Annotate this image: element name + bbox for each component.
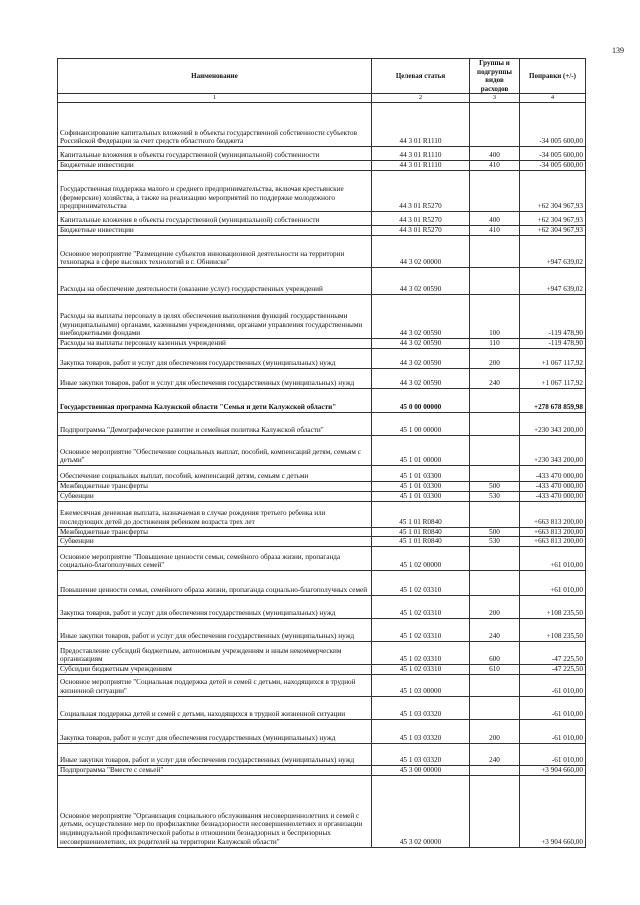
row-name: Государственная поддержка малого и среднего предпринимательства, включая крестьянские (фермерские) хозяйства, а также на реализацию мероприятий по поддержке молодежного предпринимательства — [58, 171, 372, 212]
table-row — [58, 161, 586, 171]
row-amount: +230 343 200,00 — [520, 413, 586, 436]
row-group: 500 — [470, 527, 520, 537]
row-name: Софинансирование капитальных вложений в объекты государственной собственности субъектов Российской Федерации за счет средств областного бюджета — [58, 103, 372, 147]
row-group: 200 — [470, 720, 520, 744]
row-group — [470, 236, 520, 268]
row-group: 240 — [470, 369, 520, 389]
row-group — [470, 766, 520, 776]
table-row — [58, 571, 586, 596]
row-code: 44 3 01 R5270 — [372, 171, 470, 212]
table-row — [58, 389, 586, 413]
row-code: 44 3 02 00590 — [372, 349, 470, 369]
row-code: 45 1 03 00000 — [372, 675, 470, 697]
row-code: 44 3 02 00590 — [372, 339, 470, 349]
row-code: 44 3 01 R1110 — [372, 161, 470, 171]
row-group: 530 — [470, 537, 520, 547]
table-row — [58, 675, 586, 697]
table-row — [58, 665, 586, 675]
row-name: Межбюджетные трансферты — [58, 482, 372, 492]
table-row — [58, 103, 586, 147]
row-group: 200 — [470, 596, 520, 619]
row-name: Обеспечение социальных выплат, пособий, компенсаций детям, семьям с детьми — [58, 466, 372, 482]
row-amount: +1 067 117,92 — [520, 369, 586, 389]
row-group — [470, 697, 520, 720]
table-row — [58, 547, 586, 571]
row-name: Основное мероприятие "Организация социального обслуживания несовершеннолетних и семей с детьми, осуществление мер по профилактике безнадзорности несовершеннолетних и организации индивидуальной профилактической работы в отношении безнадзорных и беспризорных несовершеннолетних, их родителей на территории Калужской области" — [58, 775, 372, 847]
row-group: 610 — [470, 665, 520, 675]
row-code: 45 3 02 00000 — [372, 775, 470, 847]
row-amount: +108 235,50 — [520, 619, 586, 642]
row-code: 44 3 02 00590 — [372, 268, 470, 295]
row-group: 240 — [470, 744, 520, 766]
row-group: 410 — [470, 161, 520, 171]
table-row — [58, 697, 586, 720]
row-code: 44 3 02 00000 — [372, 236, 470, 268]
row-name: Расходы на выплаты персоналу казенных учреждений — [58, 339, 372, 349]
row-code: 44 3 02 00590 — [372, 369, 470, 389]
row-name: Основное мероприятие "Обеспечение социальных выплат, пособий, компенсаций детям, семьям с детьми" — [58, 436, 372, 466]
table-row — [58, 436, 586, 466]
row-amount: -61 010,00 — [520, 697, 586, 720]
row-group: 410 — [470, 226, 520, 236]
row-amount: -34 005 600,00 — [520, 147, 586, 161]
table-row — [58, 537, 586, 547]
row-name: Иные закупки товаров, работ и услуг для обеспечения государственных (муниципальных) нужд — [58, 369, 372, 389]
row-code: 45 1 01 R0840 — [372, 527, 470, 537]
row-group — [470, 501, 520, 527]
row-group — [470, 389, 520, 413]
row-group — [470, 675, 520, 697]
row-amount: +61 010,00 — [520, 547, 586, 571]
row-amount: +663 813 200,00 — [520, 527, 586, 537]
row-name: Повышение ценности семьи, семейного образа жизни, пропаганда социально-благополучных семей — [58, 571, 372, 596]
row-code: 45 1 02 00000 — [372, 547, 470, 571]
row-code: 45 1 02 03310 — [372, 596, 470, 619]
row-name: Социальная поддержка детей и семей с детьми, находящихся в трудной жизненной ситуации — [58, 697, 372, 720]
row-group — [470, 571, 520, 596]
row-code: 45 1 03 03320 — [372, 720, 470, 744]
row-group: 200 — [470, 349, 520, 369]
table-row — [58, 369, 586, 389]
row-name: Закупка товаров, работ и услуг для обеспечения государственных (муниципальных) нужд — [58, 596, 372, 619]
row-amount: +108 235,50 — [520, 596, 586, 619]
row-name: Ежемесячная денежная выплата, назначаемая в случае рождения третьего ребенка или последующих детей до достижения ребенком возраста трех лет — [58, 501, 372, 527]
row-code: 44 3 01 R1110 — [372, 103, 470, 147]
row-group: 110 — [470, 339, 520, 349]
row-name: Иные закупки товаров, работ и услуг для обеспечения государственных (муниципальных) нужд — [58, 619, 372, 642]
row-name: Основное мероприятие "Социальная поддержка детей и семей с детьми, находящихся в трудной жизненной ситуации" — [58, 675, 372, 697]
row-amount: +278 678 859,98 — [520, 389, 586, 413]
row-group — [470, 268, 520, 295]
row-code: 45 1 01 R0840 — [372, 537, 470, 547]
table-row — [58, 413, 586, 436]
row-code: 44 3 02 00590 — [372, 295, 470, 339]
table-row — [58, 482, 586, 492]
table-row — [58, 775, 586, 847]
row-amount: -47 225,50 — [520, 665, 586, 675]
row-name: Субсидии бюджетным учреждениям — [58, 665, 372, 675]
row-amount: +62 304 967,93 — [520, 226, 586, 236]
row-amount: -47 225,50 — [520, 642, 586, 665]
column-number: 4 — [520, 94, 586, 103]
row-name: Закупка товаров, работ и услуг для обеспечения государственных (муниципальных) нужд — [58, 720, 372, 744]
row-name: Бюджетные инвестиции — [58, 226, 372, 236]
row-name: Основное мероприятие "Повышение ценности семьи, семейного образа жизни, пропаганда социально-благополучных семей" — [58, 547, 372, 571]
row-name: Подпрограмма "Вместе с семьей" — [58, 766, 372, 776]
row-group — [470, 775, 520, 847]
row-amount: +947 639,02 — [520, 268, 586, 295]
table-row — [58, 295, 586, 339]
row-name: Субвенции — [58, 491, 372, 501]
row-name: Подпрограмма "Демографическое развитие и семейная политика Калужской области" — [58, 413, 372, 436]
row-group — [470, 413, 520, 436]
row-name: Капитальные вложения в объекты государственной (муниципальной) собственности — [58, 212, 372, 226]
column-number: 3 — [470, 94, 520, 103]
row-amount: -34 005 600,00 — [520, 103, 586, 147]
row-code: 45 1 01 03300 — [372, 482, 470, 492]
row-amount: +62 304 967,93 — [520, 171, 586, 212]
row-code: 45 1 03 03320 — [372, 744, 470, 766]
row-group: 400 — [470, 212, 520, 226]
table-row — [58, 744, 586, 766]
row-group — [470, 103, 520, 147]
table-row — [58, 642, 586, 665]
row-amount: +61 010,00 — [520, 571, 586, 596]
row-group: 600 — [470, 642, 520, 665]
row-amount: +230 343 200,00 — [520, 436, 586, 466]
row-name: Бюджетные инвестиции — [58, 161, 372, 171]
row-name: Расходы на выплаты персоналу в целях обеспечения выполнения функций государственными (муниципальными) органами, казенными учреждениями, органами управления государственными внебюджетными фондами — [58, 295, 372, 339]
row-code: 45 1 02 03310 — [372, 571, 470, 596]
row-code: 45 3 00 00000 — [372, 766, 470, 776]
row-amount: -34 005 600,00 — [520, 161, 586, 171]
page-number: 139 — [612, 46, 624, 55]
row-code: 45 1 01 00000 — [372, 436, 470, 466]
row-name: Иные закупки товаров, работ и услуг для обеспечения государственных (муниципальных) нужд — [58, 744, 372, 766]
header-group: Группы и подгруппы видов расходов — [470, 59, 520, 94]
table-row — [58, 466, 586, 482]
row-name: Расходы на обеспечение деятельности (оказание услуг) государственных учреждений — [58, 268, 372, 295]
table-row — [58, 491, 586, 501]
row-amount: +3 904 660,00 — [520, 775, 586, 847]
row-code: 45 1 00 00000 — [372, 413, 470, 436]
row-group: 240 — [470, 619, 520, 642]
table-row — [58, 349, 586, 369]
row-group: 500 — [470, 482, 520, 492]
row-code: 45 0 00 00000 — [372, 389, 470, 413]
column-number-row — [58, 94, 586, 103]
column-number: 1 — [58, 94, 372, 103]
row-group — [470, 547, 520, 571]
row-group: 530 — [470, 491, 520, 501]
row-code: 45 1 02 03310 — [372, 642, 470, 665]
row-amount: -433 470 000,00 — [520, 491, 586, 501]
table-row — [58, 619, 586, 642]
row-group — [470, 436, 520, 466]
column-number: 2 — [372, 94, 470, 103]
row-name: Субвенции — [58, 537, 372, 547]
budget-table — [57, 58, 586, 848]
row-amount: +663 813 200,00 — [520, 537, 586, 547]
row-name: Государственная программа Калужской области "Семья и дети Калужской области" — [58, 389, 372, 413]
table-row — [58, 720, 586, 744]
row-name: Основное мероприятие "Размещение субъектов инновационной деятельности на территории технопарка в сфере высоких технологий в г. Обнинске" — [58, 236, 372, 268]
row-code: 45 1 02 03310 — [372, 665, 470, 675]
table-row — [58, 501, 586, 527]
row-code: 44 3 01 R5270 — [372, 226, 470, 236]
table-row — [58, 527, 586, 537]
row-amount: +663 813 200,00 — [520, 501, 586, 527]
row-amount: +62 304 967,93 — [520, 212, 586, 226]
table-body — [58, 103, 586, 848]
table-row — [58, 212, 586, 226]
row-code: 44 3 01 R5270 — [372, 212, 470, 226]
table-row — [58, 171, 586, 212]
table-row — [58, 236, 586, 268]
row-amount: -433 470 000,00 — [520, 466, 586, 482]
row-code: 45 1 03 03320 — [372, 697, 470, 720]
row-code: 45 1 01 03300 — [372, 466, 470, 482]
table-row — [58, 147, 586, 161]
table-row — [58, 596, 586, 619]
table-header-row — [58, 59, 586, 94]
row-code: 45 1 01 03300 — [372, 491, 470, 501]
row-amount: +947 639,02 — [520, 236, 586, 268]
table-row — [58, 339, 586, 349]
row-code: 45 1 01 R0840 — [372, 501, 470, 527]
table-row — [58, 268, 586, 295]
header-code: Целевая статья — [372, 59, 470, 94]
row-amount: -61 010,00 — [520, 744, 586, 766]
row-code: 44 3 01 R1110 — [372, 147, 470, 161]
table-row — [58, 766, 586, 776]
header-amount: Поправки (+/-) — [520, 59, 586, 94]
row-amount: -119 478,90 — [520, 339, 586, 349]
row-group — [470, 171, 520, 212]
row-group: 100 — [470, 295, 520, 339]
row-group — [470, 466, 520, 482]
row-name: Закупка товаров, работ и услуг для обеспечения государственных (муниципальных) нужд — [58, 349, 372, 369]
row-amount: -61 010,00 — [520, 720, 586, 744]
row-name: Предоставление субсидий бюджетным, автономным учреждениям и иным некоммерческим организациям — [58, 642, 372, 665]
row-name: Капитальные вложения в объекты государственной (муниципальной) собственности — [58, 147, 372, 161]
table-row — [58, 226, 586, 236]
row-amount: +1 067 117,92 — [520, 349, 586, 369]
row-amount: +3 904 660,00 — [520, 766, 586, 776]
row-group: 400 — [470, 147, 520, 161]
header-name: Наименование — [58, 59, 372, 94]
row-name: Межбюджетные трансферты — [58, 527, 372, 537]
row-amount: -433 470 000,00 — [520, 482, 586, 492]
row-amount: -119 478,90 — [520, 295, 586, 339]
row-code: 45 1 02 03310 — [372, 619, 470, 642]
row-amount: -61 010,00 — [520, 675, 586, 697]
